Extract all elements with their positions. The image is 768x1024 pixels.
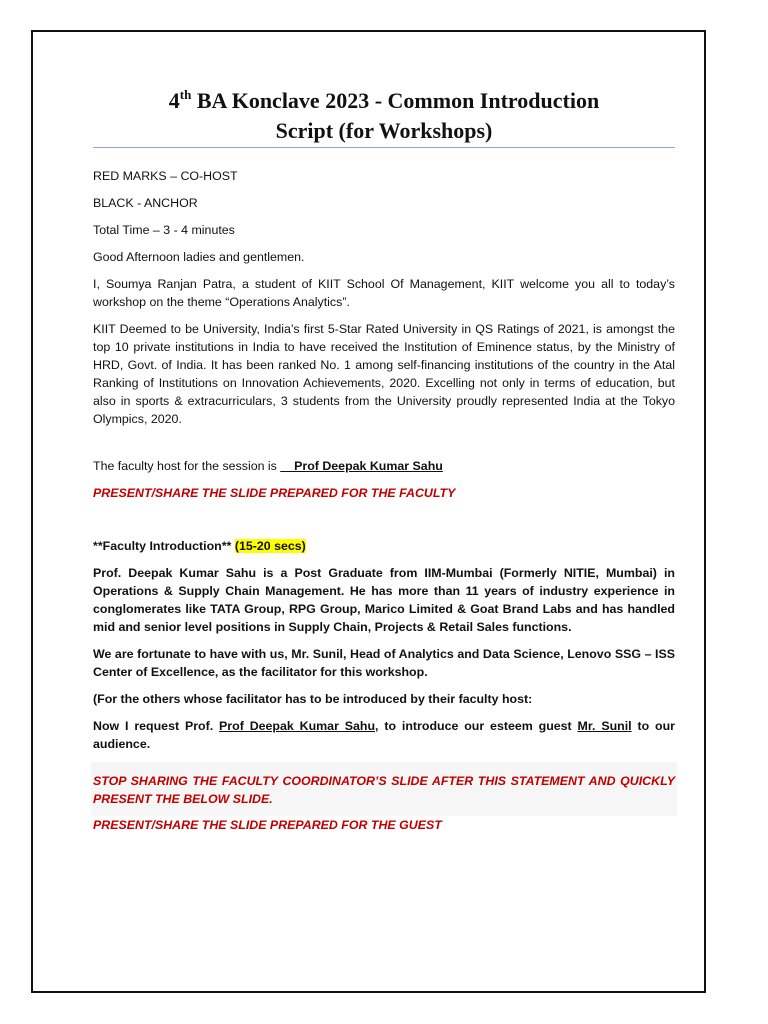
faculty-bio: Prof. Deepak Kumar Sahu is a Post Graduate from IIM-Mumbai (Formerly NITIE, Mumbai) in Operations & Supply Chain Management. He has more than 11 years of industry experience in conglomerates like TATA Group, RPG Group, Marico Limited & Goat Brand Labs and has handled mid and senior level positions in Supply Chain, Projects & Retail Sales functions. [93,566,675,634]
welcome-paragraph: I, Soumya Ranjan Patra, a student of KIIT School Of Management, KIIT welcome you all to today’s workshop on the theme “Operations Analytics”. [93,277,675,309]
others-note: (For the others whose facilitator has to be introduced by their faculty host: [93,692,533,706]
request-text-2: to introduce our esteem guest [378,719,578,733]
total-time: Total Time – 3 - 4 minutes [93,223,235,237]
faculty-host-line [93,457,675,475]
title-ordinal-suffix: th [179,87,192,102]
request-text-3: to our audience. [93,719,675,751]
request-paragraph [93,717,675,753]
greeting-line: Good Afternoon ladies and gentlemen. [93,250,305,264]
cue-faculty-slide: PRESENT/SHARE THE SLIDE PREPARED FOR THE FACULTY [93,486,456,500]
cue-stop-sharing: STOP SHARING THE FACULTY COORDINATOR’S SLIDE AFTER THIS STATEMENT AND QUICKLY PRESENT THE BELOW SLIDE. [93,774,675,806]
title-ordinal: 4 [168,88,180,113]
legend-black-marks: BLACK - ANCHOR [93,196,198,210]
request-guest-name: Mr. Sunil [577,719,632,733]
title-line-2: Script (for Workshops) [275,118,493,143]
faculty-intro-heading [93,537,675,555]
legend-red-marks: RED MARKS – CO-HOST [93,169,238,183]
script-body [93,167,675,843]
facilitator-paragraph: We are fortunate to have with us, Mr. Sunil, Head of Analytics and Data Science, Lenovo SSG – ISS Center of Excellence, as the facilitator for this workshop. [93,647,675,679]
document-title [60,86,708,146]
title-line-1: BA Konclave 2023 - Common Introduction [191,88,600,113]
title-underline [93,147,675,148]
request-text-1: Now I request Prof. [93,719,220,733]
faculty-host-prefix: The faculty host for the session is [93,459,281,473]
kiit-paragraph: KIIT Deemed to be University, India’s first 5-Star Rated University in QS Ratings of 2021, is amongst the top 10 private institutions in India to have received the Institution of Eminence status, by the Ministry of HRD, Govt. of India. It has been ranked No. 1 among self-financing institutions of the country in the Atal Ranking of Institutions on Innovation Achievements, 2020. Excelling not only in terms of education, but also in sports & extracurriculars, 3 students from the University proudly represented India at the Tokyo Olympics, 2020. [93,322,675,426]
request-prof-name: Prof Deepak Kumar Sahu, [219,719,379,733]
cue-stop-sharing-block [91,762,677,816]
faculty-intro-heading-text: **Faculty Introduction** [93,539,235,553]
faculty-host-name: __Prof Deepak Kumar Sahu [280,459,443,473]
cue-guest-slide: PRESENT/SHARE THE SLIDE PREPARED FOR THE GUEST [93,818,442,832]
faculty-intro-duration: (15-20 secs) [234,539,306,553]
